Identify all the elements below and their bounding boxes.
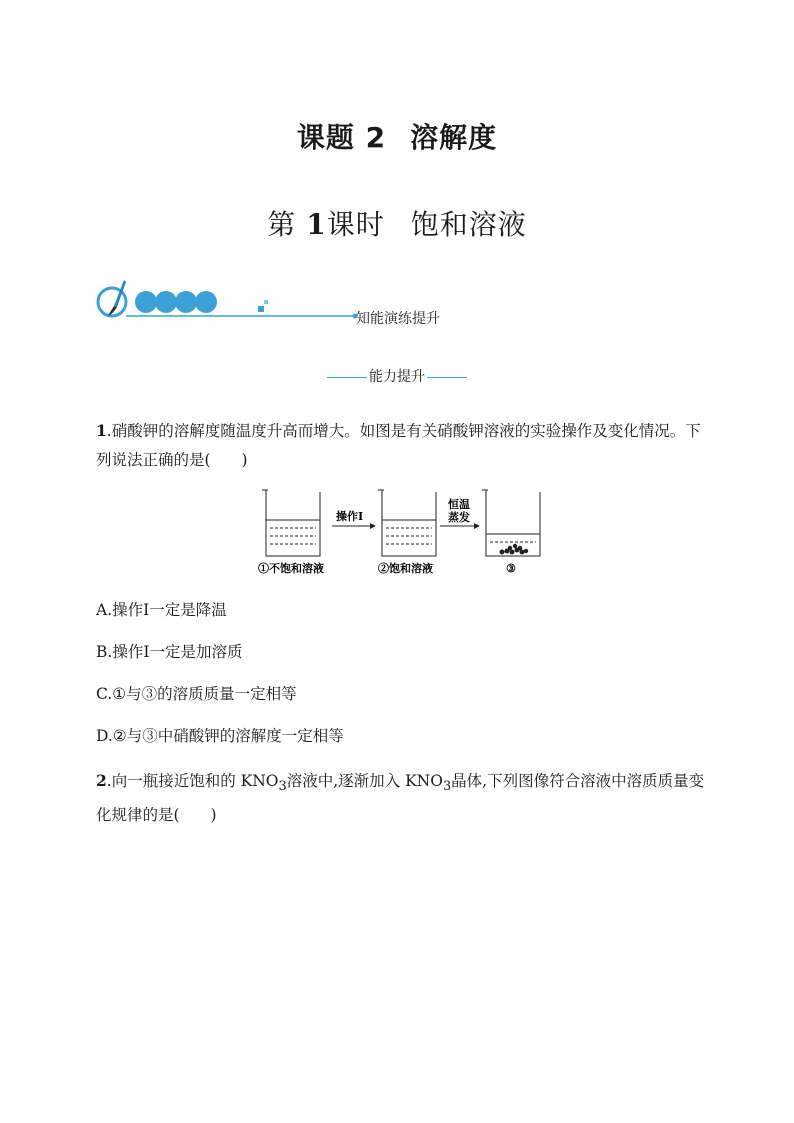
banner-dot-3: [175, 291, 197, 313]
section-label: [0, 366, 794, 386]
option-b: B.操作Ⅰ一定是加溶质: [96, 643, 243, 661]
banner-square-2: [264, 300, 268, 304]
crystals-icon: [500, 544, 529, 555]
option-c: C.①与③的溶质质量一定相等: [96, 685, 297, 703]
question-1: [96, 416, 706, 475]
question-1-number: 1: [96, 421, 107, 440]
question-2-text-a: .向一瓶接近饱和的 KNO: [106, 772, 279, 790]
option-a: A.操作Ⅰ一定是降温: [96, 601, 227, 619]
arrow-1-icon: [332, 523, 376, 529]
section-label-text: 能力提升: [369, 369, 425, 385]
page-title: [0, 116, 794, 156]
question-2-text-c: 晶体,下列图像符合溶液中溶质质量变化规律的是( ): [96, 772, 705, 825]
banner-dot-2: [155, 291, 177, 313]
subtitle-middle: 课时: [326, 208, 385, 241]
beaker-figure: [256, 486, 556, 578]
beaker-1-caption: ①不饱和溶液: [258, 562, 324, 575]
page-subtitle: [0, 203, 794, 243]
title-part2: 溶解度: [410, 121, 498, 154]
section-label-line-right: [427, 377, 467, 378]
beaker-3-caption: ③: [506, 562, 516, 575]
beaker-2: [378, 490, 436, 556]
subtitle-topic: 饱和溶液: [410, 208, 527, 241]
question-2-sub-a: 3: [278, 779, 287, 795]
banner-dot-4: [195, 291, 217, 313]
banner-dot-1: [135, 291, 157, 313]
question-2: [96, 766, 706, 830]
question-2-number: 2: [96, 771, 107, 790]
banner-text: 知能演练提升: [356, 311, 440, 327]
beaker-2-caption: ②饱和溶液: [378, 562, 433, 575]
arrow-1-label: 操作Ⅰ: [336, 510, 364, 523]
question-2-text-b: 溶液中,逐渐加入 KNO: [286, 772, 443, 790]
banner-square-1: [258, 306, 264, 312]
arrow-2-label-line2: 蒸发: [448, 511, 470, 524]
arrow-2-label-line1: 恒温: [448, 498, 470, 511]
subtitle-prefix: 第: [267, 208, 297, 241]
question-2-sub-b: 3: [442, 779, 452, 795]
beaker-1: [262, 490, 320, 556]
section-label-line-left: [327, 377, 367, 378]
subtitle-number: 1: [306, 208, 327, 241]
title-part1: 课题 2: [296, 121, 387, 154]
option-d: D.②与③中硝酸钾的溶解度一定相等: [96, 727, 344, 745]
question-1-text: .硝酸钾的溶解度随温度升高而增大。如图是有关硝酸钾溶液的实验操作及变化情况。下列说法正确的是( ): [96, 422, 701, 469]
